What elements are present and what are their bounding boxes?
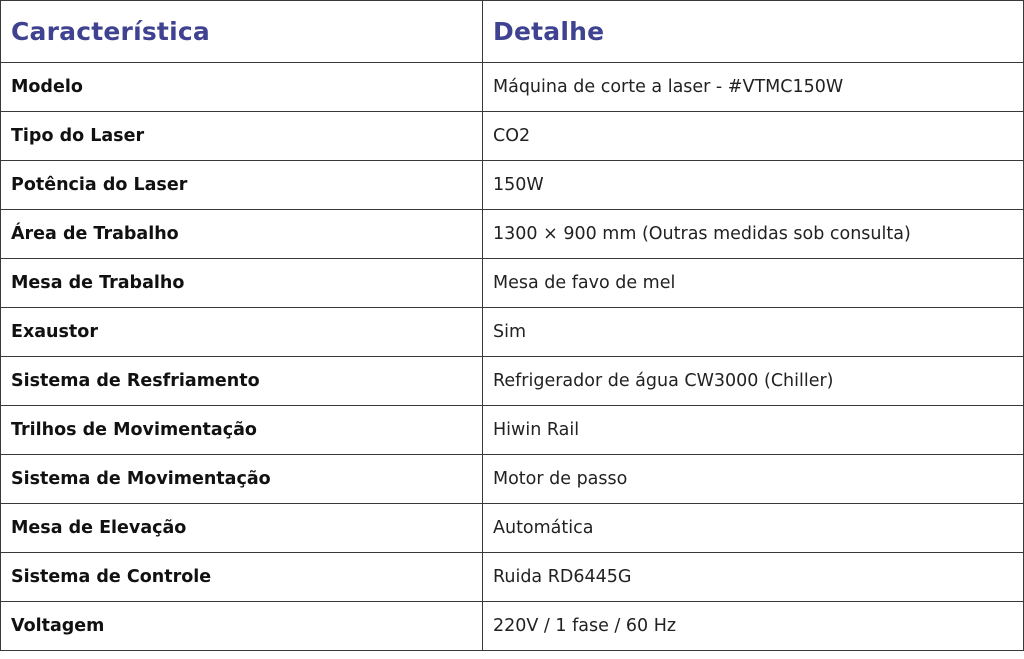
row-label: Potência do Laser [1,161,483,210]
row-value: Sim [483,308,1024,357]
table-row [1,455,1024,504]
row-value: 220V / 1 fase / 60 Hz [483,602,1024,651]
table-row [1,504,1024,553]
row-label: Modelo [1,63,483,112]
row-value: 150W [483,161,1024,210]
row-value: CO2 [483,112,1024,161]
row-value: Automática [483,504,1024,553]
table-row [1,210,1024,259]
row-label: Sistema de Movimentação [1,455,483,504]
table-row [1,63,1024,112]
table-row [1,161,1024,210]
row-value: Mesa de favo de mel [483,259,1024,308]
row-value: Motor de passo [483,455,1024,504]
table-row [1,357,1024,406]
row-label: Mesa de Elevação [1,504,483,553]
table-row [1,112,1024,161]
row-value: Ruida RD6445G [483,553,1024,602]
row-label: Área de Trabalho [1,210,483,259]
table-row [1,406,1024,455]
row-value: Máquina de corte a laser - #VTMC150W [483,63,1024,112]
table-row [1,259,1024,308]
row-label: Sistema de Resfriamento [1,357,483,406]
row-value: 1300 × 900 mm (Outras medidas sob consulta) [483,210,1024,259]
row-label: Mesa de Trabalho [1,259,483,308]
row-label: Trilhos de Movimentação [1,406,483,455]
table-row [1,602,1024,651]
table-header-row [1,1,1024,63]
row-value: Refrigerador de água CW3000 (Chiller) [483,357,1024,406]
table-row [1,308,1024,357]
row-label: Exaustor [1,308,483,357]
table-row [1,553,1024,602]
header-detail: Detalhe [483,1,1024,63]
row-value: Hiwin Rail [483,406,1024,455]
row-label: Voltagem [1,602,483,651]
header-characteristic: Característica [1,1,483,63]
row-label: Tipo do Laser [1,112,483,161]
row-label: Sistema de Controle [1,553,483,602]
